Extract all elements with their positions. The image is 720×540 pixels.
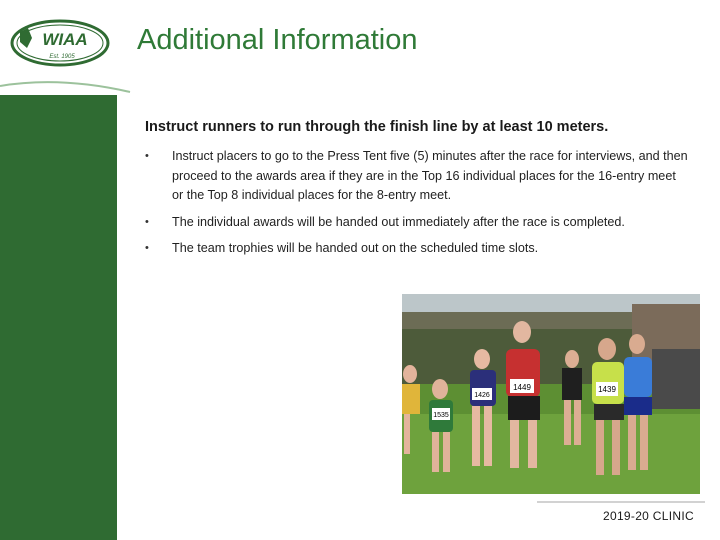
wiaa-logo	[10, 18, 110, 68]
footer-clinic-label: 2019-20 CLINIC	[603, 509, 694, 523]
bullet-marker: •	[145, 242, 149, 254]
bullet-marker: •	[145, 150, 149, 162]
bullet-item	[145, 147, 690, 206]
logo-tagline: Est. 1905	[49, 54, 75, 60]
bib-number: 1535	[433, 412, 449, 419]
bib-number: 1439	[598, 385, 616, 394]
logo-text: WIAA	[42, 30, 88, 49]
bullet-text: The team trophies will be handed out on the scheduled time slots.	[172, 241, 539, 255]
bullet-item	[145, 213, 690, 233]
runners-photo	[402, 294, 700, 494]
slide-subtitle: Instruct runners to run through the finish line by at least 10 meters.	[145, 119, 609, 135]
bullet-item	[145, 239, 690, 259]
bib-number: 1449	[513, 383, 531, 392]
footer-divider	[537, 501, 705, 503]
bullet-text: The individual awards will be handed out immediately after the race is completed.	[172, 214, 625, 229]
bullet-list	[145, 147, 690, 266]
bullet-marker: •	[145, 215, 149, 228]
slide-title: Additional Information	[137, 24, 418, 56]
bib-number: 1426	[474, 392, 490, 399]
bullet-text: Instruct placers to go to the Press Tent five (5) minutes after the race for interviews, and then proceed to the awards area if they are in the Top 16 individual places for the 16-entry meet or the Top 8 individual places for the 8-entry meet.	[172, 149, 688, 202]
